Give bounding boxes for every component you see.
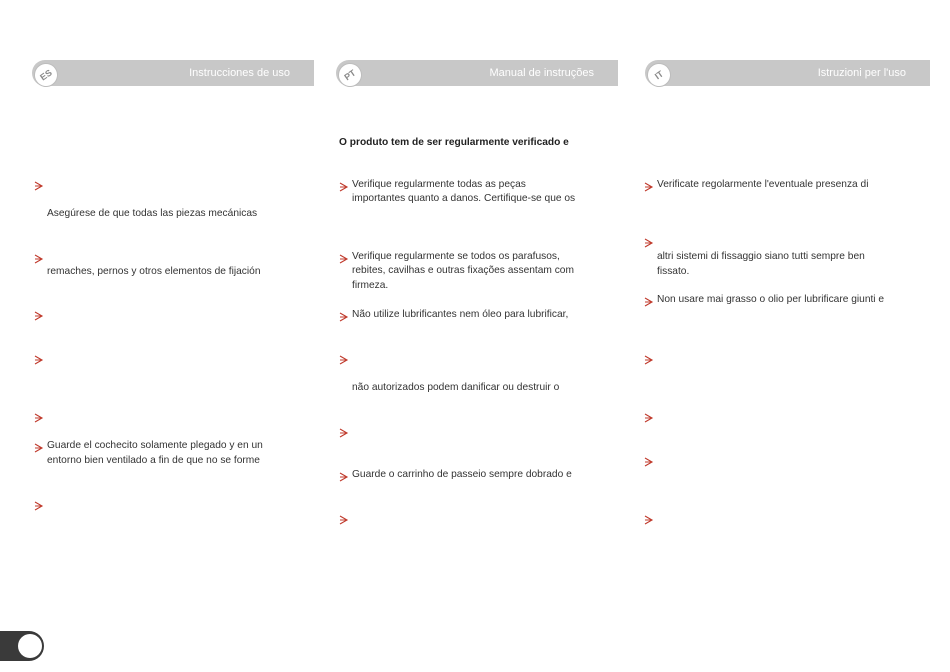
arrow-bullet-icon	[34, 311, 44, 321]
arrow-bullet-icon	[34, 443, 44, 453]
arrow-bullet-icon	[34, 181, 44, 191]
arrow-bullet-icon	[644, 413, 654, 423]
arrow-bullet-icon	[339, 515, 349, 525]
section-header-it	[645, 60, 930, 86]
arrow-bullet-icon	[34, 413, 44, 423]
text-line: altri sistemi di fissaggio siano tutti sempre ben	[657, 251, 865, 262]
text-line: importantes quanto a danos. Certifique-se que os	[352, 193, 576, 204]
arrow-bullet-icon	[339, 312, 349, 322]
arrow-bullet-icon	[644, 457, 654, 467]
text-line: Verificate regolarmente l'eventuale presenza di	[657, 179, 869, 190]
arrow-bullet-icon	[339, 472, 349, 482]
section-heading-pt: O produto tem de ser regularmente verificado e	[339, 137, 569, 148]
section-title-es: Instrucciones de uso	[189, 67, 290, 79]
language-badge-pt: PT	[333, 58, 366, 91]
arrow-bullet-icon	[34, 254, 44, 264]
language-badge-it: IT	[642, 58, 675, 91]
arrow-bullet-icon	[34, 501, 44, 511]
section-header-es	[32, 60, 314, 86]
section-title-it: Istruzioni per l'uso	[817, 67, 906, 79]
section-header-pt	[336, 60, 618, 86]
section-title-pt: Manual de instruções	[489, 67, 594, 79]
arrow-bullet-icon	[644, 182, 654, 192]
arrow-bullet-icon	[644, 515, 654, 525]
text-line: entorno bien ventilado a fin de que no se forme	[47, 455, 260, 466]
text-line: Verifique regularmente se todos os parafusos,	[352, 251, 560, 262]
arrow-bullet-icon	[644, 297, 654, 307]
text-line: Guarde o carrinho de passeio sempre dobrado e	[352, 469, 572, 480]
language-badge-es: ES	[29, 58, 62, 91]
text-line: Verifique regularmente todas as peças	[352, 179, 526, 190]
text-line: fissato.	[657, 266, 690, 277]
arrow-bullet-icon	[339, 428, 349, 438]
arrow-bullet-icon	[644, 238, 654, 248]
arrow-bullet-icon	[34, 355, 44, 365]
page-indicator-dot	[18, 634, 42, 658]
text-line: firmeza.	[352, 280, 389, 291]
text-line: Guarde el cochecito solamente plegado y en un	[47, 440, 263, 451]
text-line: Non usare mai grasso o olio per lubrificare giunti e	[657, 294, 885, 305]
arrow-bullet-icon	[644, 355, 654, 365]
text-line: remaches, pernos y otros elementos de fijación	[47, 266, 261, 277]
text-line: não autorizados podem danificar ou destruir o	[352, 382, 560, 393]
arrow-bullet-icon	[339, 182, 349, 192]
arrow-bullet-icon	[339, 254, 349, 264]
arrow-bullet-icon	[339, 355, 349, 365]
text-line: rebites, cavilhas e outras fixações assentam com	[352, 265, 574, 276]
text-line: Asegúrese de que todas las piezas mecánicas	[47, 208, 258, 219]
text-line: Não utilize lubrificantes nem óleo para lubrificar,	[352, 309, 569, 320]
